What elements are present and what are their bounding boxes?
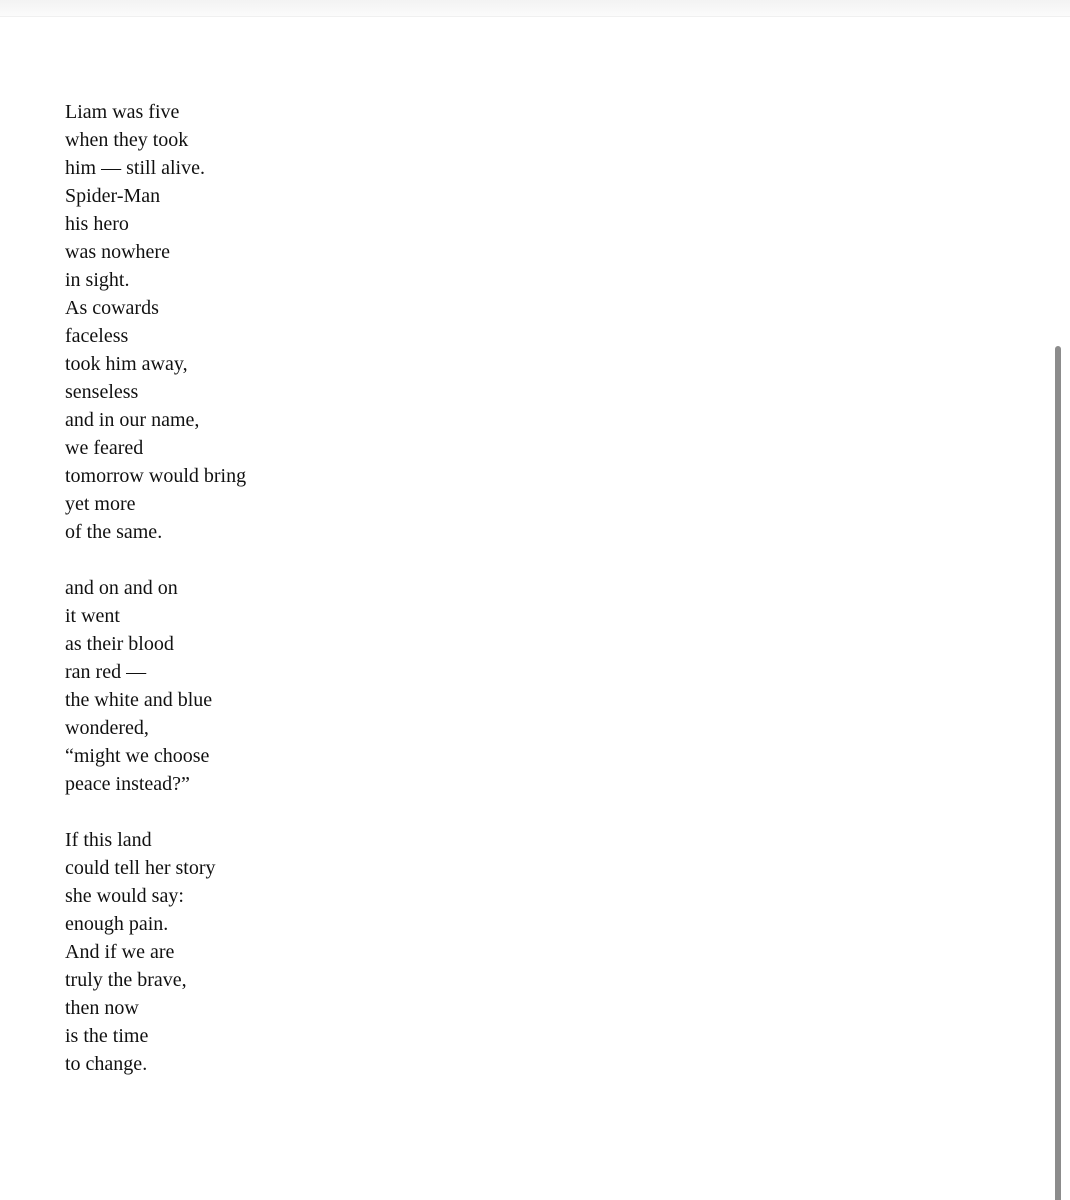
- poem-line: when they took: [65, 129, 189, 151]
- poem-line: And if we are: [65, 941, 175, 963]
- poem-line: she would say:: [65, 885, 184, 907]
- stanza-3: [65, 826, 246, 1078]
- poem-line: yet more: [65, 493, 136, 515]
- poem-line: his hero: [65, 213, 129, 235]
- poem-line: him — still alive.: [65, 157, 205, 179]
- poem-line: as their blood: [65, 633, 174, 655]
- poem-line: then now: [65, 997, 139, 1019]
- poem-line: and in our name,: [65, 409, 200, 431]
- poem-line: ran red —: [65, 661, 147, 683]
- poem-line: is the time: [65, 1025, 149, 1047]
- poem-line: we feared: [65, 437, 144, 459]
- poem-line: As cowards: [65, 297, 159, 319]
- poem-line: If this land: [65, 829, 152, 851]
- poem-line: of the same.: [65, 521, 163, 543]
- poem-line: could tell her story: [65, 857, 216, 879]
- poem-line: took him away,: [65, 353, 188, 375]
- poem-line: and on and on: [65, 577, 178, 599]
- poem-line: to change.: [65, 1053, 148, 1075]
- poem-line: was nowhere: [65, 241, 170, 263]
- stanza-1: [65, 98, 246, 546]
- poem-line: Liam was five: [65, 101, 180, 123]
- poem-line: Spider-Man: [65, 185, 161, 207]
- poem-line: wondered,: [65, 717, 149, 739]
- poem-line: in sight.: [65, 269, 130, 291]
- poem-line: it went: [65, 605, 120, 627]
- poem-line: the white and blue: [65, 689, 213, 711]
- poem-line: enough pain.: [65, 913, 169, 935]
- poem-line: truly the brave,: [65, 969, 187, 991]
- poem-line: senseless: [65, 381, 139, 403]
- poem-line: peace instead?”: [65, 773, 190, 795]
- poem-line: faceless: [65, 325, 129, 347]
- poem: [65, 98, 246, 1106]
- top-toolbar-strip: [0, 0, 1070, 17]
- scrollbar-thumb[interactable]: [1055, 346, 1061, 1200]
- stanza-2: [65, 574, 246, 798]
- poem-line: “might we choose: [65, 745, 210, 767]
- poem-line: tomorrow would bring: [65, 465, 247, 487]
- vertical-scrollbar[interactable]: [1052, 340, 1066, 1200]
